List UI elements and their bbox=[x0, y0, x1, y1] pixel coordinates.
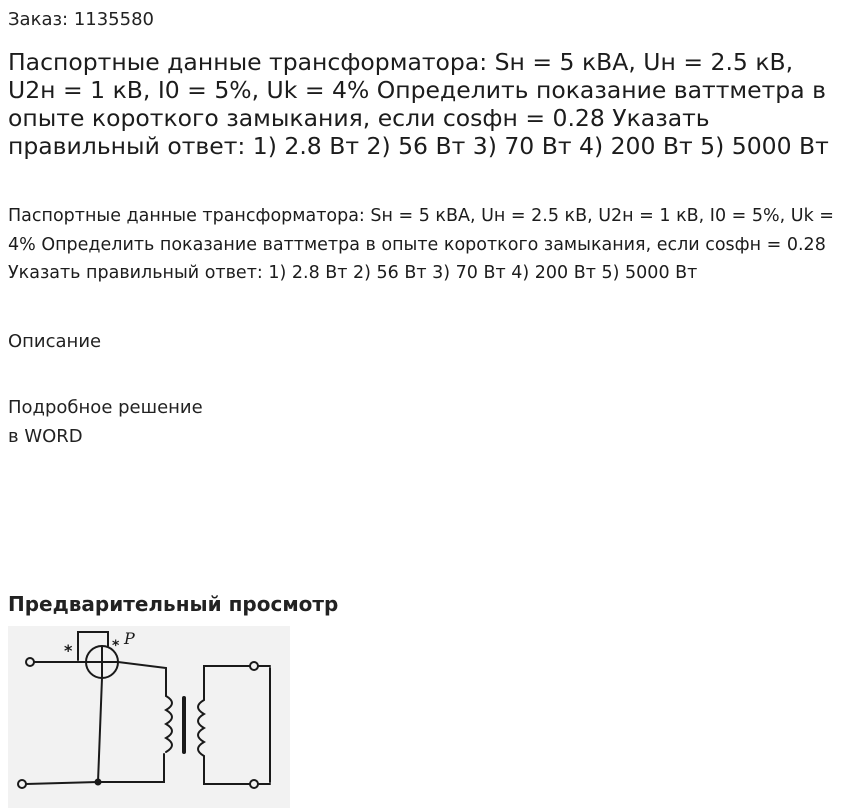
output-terminal-top bbox=[250, 662, 258, 670]
secondary-winding bbox=[198, 700, 204, 756]
wattmeter-label: P bbox=[124, 629, 135, 648]
secondary-wire-bottom bbox=[204, 756, 250, 784]
circuit-diagram bbox=[8, 626, 290, 808]
solution-line-detailed: Подробное решение bbox=[8, 397, 203, 418]
task-title: Паспортные данные трансформатора: Sн = 5 кВА, Uн = 2.5 кВ, U2н = 1 кВ, I0 = 5%, Uk = 4% Определить показание ваттметра в опыте короткого замыкания, если cosфн = 0.28 Указать правильный ответ: 1) 2.8 Вт 2) 56 Вт 3) 70 Вт 4) 200 Вт 5) 5000 Вт bbox=[8, 48, 829, 160]
junction-dot bbox=[96, 780, 101, 785]
input-terminal-top bbox=[26, 658, 34, 666]
secondary-wire-top bbox=[204, 666, 252, 700]
description-heading: Описание bbox=[8, 331, 102, 352]
wattmeter-star-current: * bbox=[64, 641, 73, 660]
task-description: Паспортные данные трансформатора: Sн = 5 кВА, Uн = 2.5 кВ, U2н = 1 кВ, I0 = 5%, Uk = 4% Определить показание ваттметра в опыте короткого замыкания, если cosфн = 0.28 Указать правильный ответ: 1) 2.8 Вт 2) 56 Вт 3) 70 Вт 4) 200 Вт 5) 5000 Вт bbox=[8, 206, 834, 283]
voltage-lead bbox=[98, 678, 102, 782]
preview-heading: Предварительный просмотр bbox=[8, 592, 339, 616]
output-terminal-bottom bbox=[250, 780, 258, 788]
solution-line-format: в WORD bbox=[8, 426, 83, 447]
bottom-wire-left bbox=[26, 754, 164, 784]
preview-image[interactable] bbox=[8, 626, 290, 808]
wattmeter-star-voltage: * bbox=[112, 638, 120, 654]
primary-winding bbox=[166, 696, 172, 752]
top-wire-right bbox=[118, 662, 166, 696]
input-terminal-bottom bbox=[18, 780, 26, 788]
order-number: Заказ: 1135580 bbox=[8, 9, 154, 30]
solution-info bbox=[8, 393, 203, 451]
